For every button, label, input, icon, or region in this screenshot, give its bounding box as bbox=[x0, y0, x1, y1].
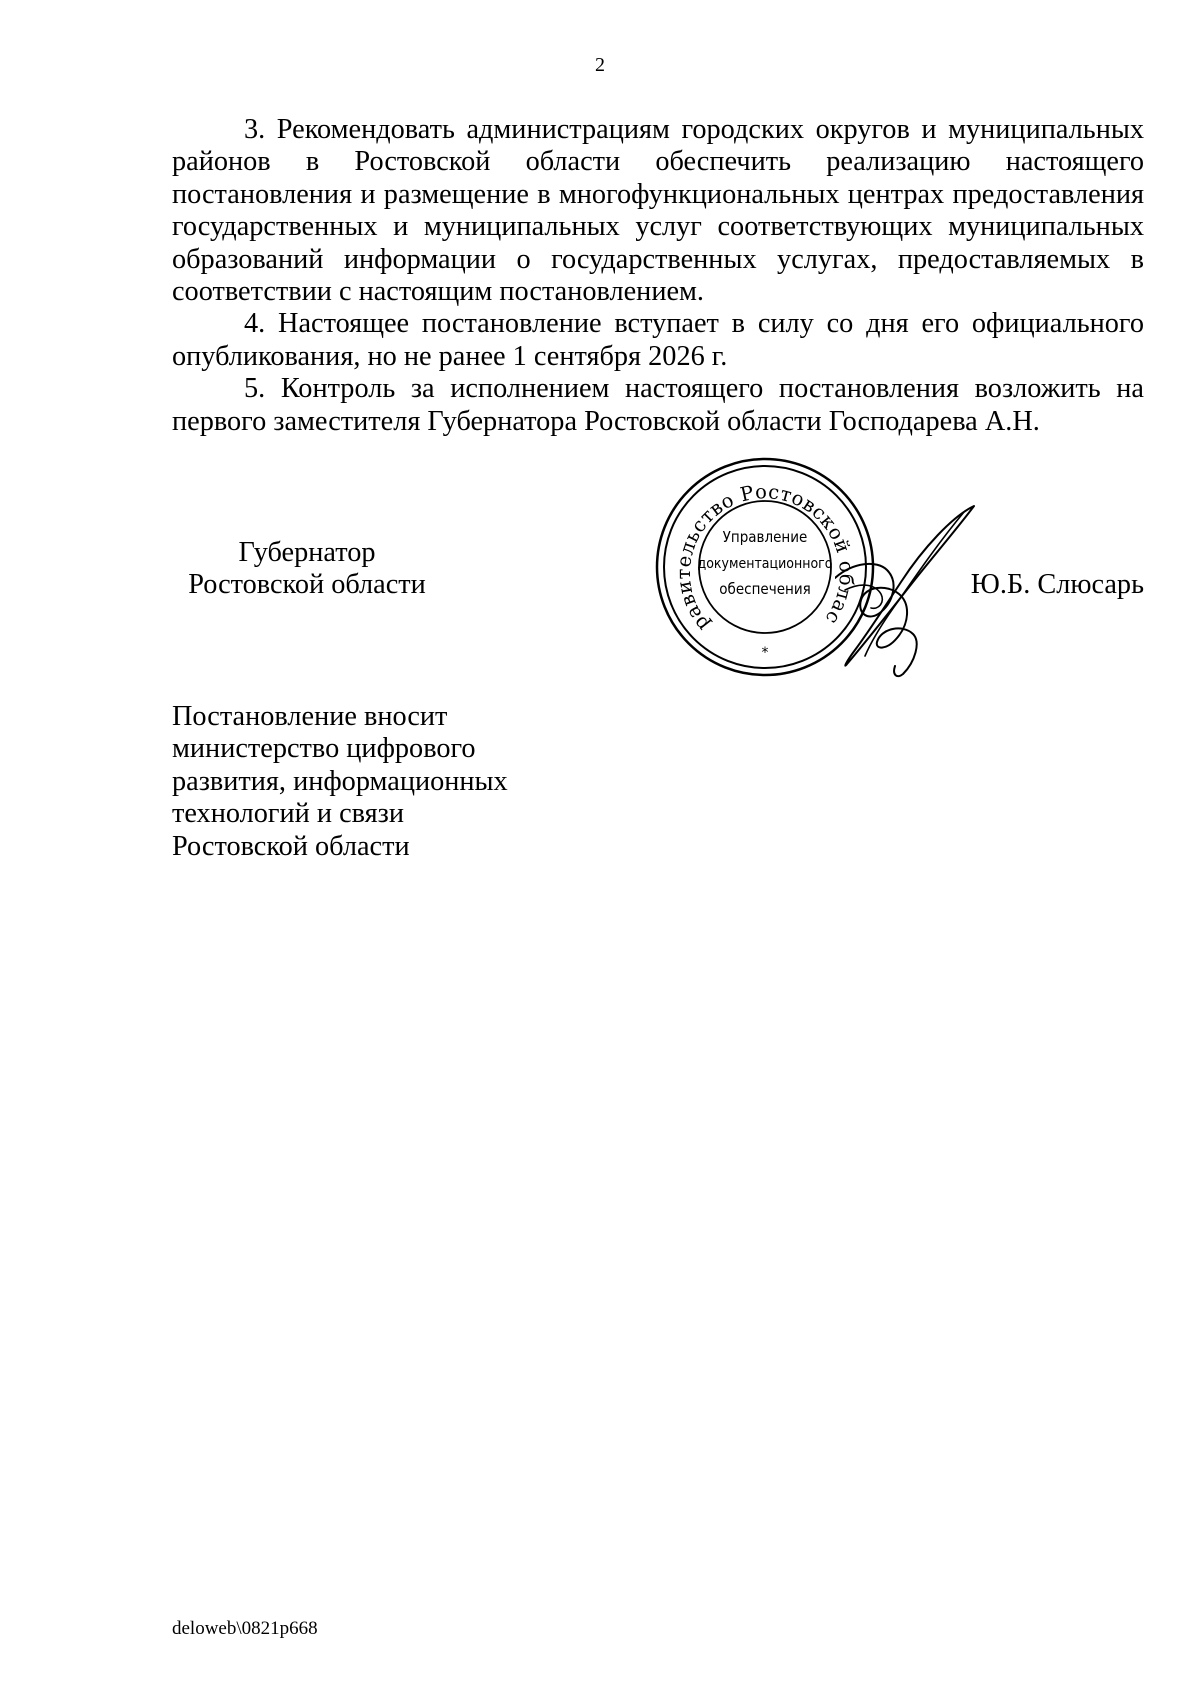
signer-position bbox=[172, 537, 442, 602]
document-body bbox=[172, 114, 1144, 438]
submitter-line-2: министерство цифрового bbox=[172, 733, 476, 765]
paragraph-3: 3. Рекомендовать администрациям городских округов и муниципальных районов в Ростовской области обеспечить реализацию настоящего постановления и размещение в многофункциональных центрах предоставления государственных и муниципальных услуг соответствующих муниципальных образований информации о государственных услугах, предоставляемых в соответствии с настоящим постановлением. bbox=[172, 114, 1144, 308]
seal-star-icon: * bbox=[761, 645, 769, 661]
submitter-line-5: Ростовской области bbox=[172, 830, 410, 862]
submitter-note bbox=[172, 701, 592, 863]
signer-name: Ю.Б. Слюсарь bbox=[970, 569, 1144, 600]
submitter-line-3: развития, информационных bbox=[172, 765, 508, 797]
page-number: 2 bbox=[595, 54, 605, 76]
seal-ring-text: равительство Ростовской облас bbox=[671, 480, 859, 636]
seal-center-line-1: Управление bbox=[722, 528, 808, 546]
paragraph-4: 4. Настоящее постановление вступает в силу со дня его официального опубликования, но не ранее 1 сентября 2026 г. bbox=[172, 308, 1144, 372]
signer-position-title: Губернатор bbox=[238, 537, 376, 568]
signer-position-region: Ростовской области bbox=[188, 569, 426, 601]
submitter-line-4: технологий и связи bbox=[172, 798, 404, 830]
handwritten-signature bbox=[835, 498, 985, 680]
paragraph-5: 5. Контроль за исполнением настоящего постановления возложить на первого заместителя Губернатора Ростовской области Господарева А.Н. bbox=[172, 373, 1144, 437]
seal-center-line-3: обеспечения bbox=[719, 580, 811, 598]
footer-document-code: deloweb\0821p668 bbox=[172, 1618, 318, 1639]
submitter-line-1: Постановление вносит bbox=[172, 701, 448, 732]
seal-center-line-2: документационного bbox=[697, 556, 833, 572]
